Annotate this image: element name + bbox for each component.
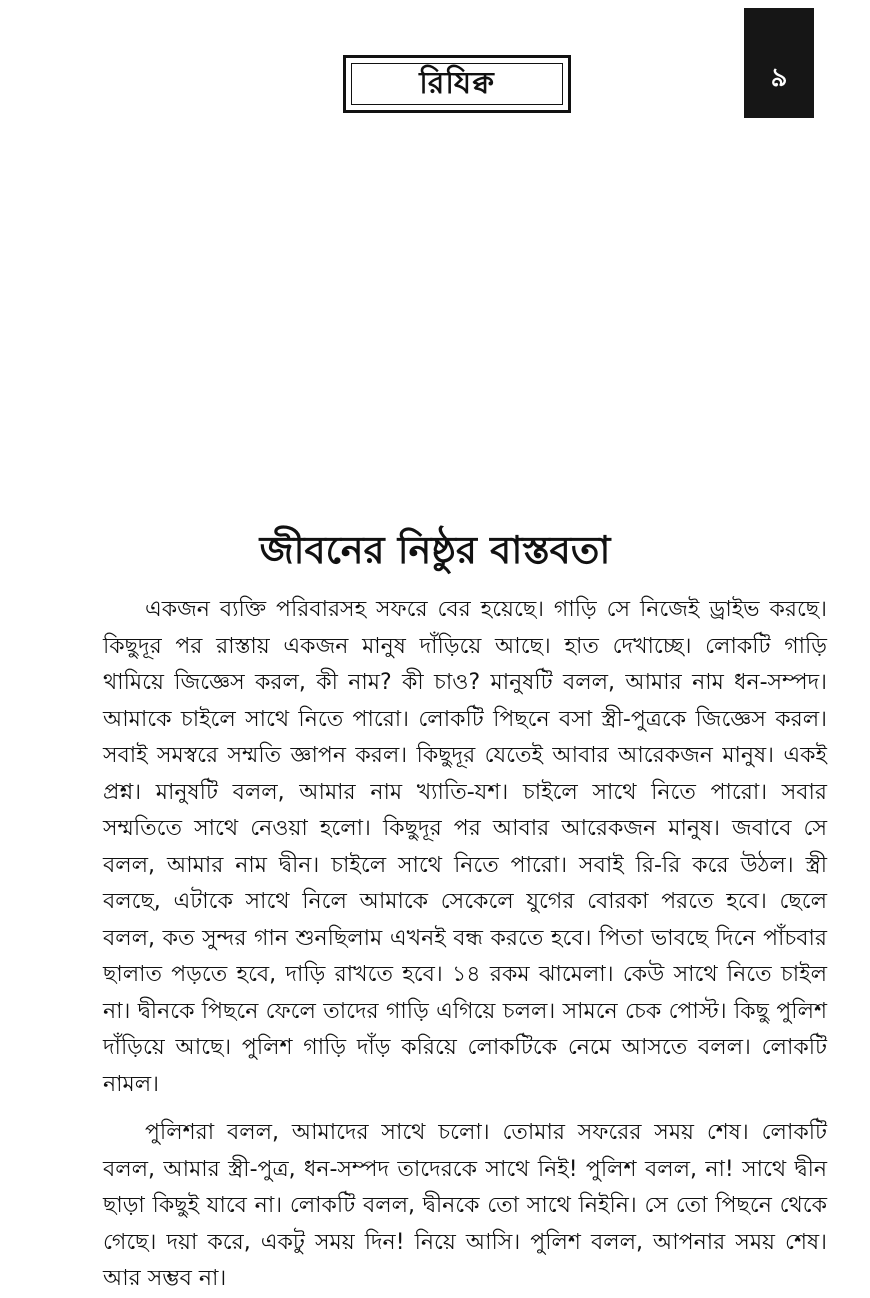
running-title: রিযিক্ব: [351, 63, 563, 105]
page-number-tab: [744, 8, 814, 118]
paragraph-2: পুলিশরা বলল, আমাদের সাথে চলো। তোমার সফরের সময় শেষ। লোকটি বলল, আমার স্ত্রী-পুত্র, ধন-সম্পদ তাদেরকে সাথে নিই! পুলিশ বলল, না! সাথে দ্বীন ছাড়া কিছুই যাবে না। লোকটি বলল, দ্বীনকে তো সাথে নিইনি। সে তো পিছনে থেকে গেছে। দয়া করে, একটু সময় দিন! নিয়ে আসি। পুলিশ বলল, আপনার সময় শেষ। আর সম্ভব না।: [103, 1120, 827, 1291]
paragraph-1: একজন ব্যক্তি পরিবারসহ সফরে বের হয়েছে। গাড়ি সে নিজেই ড্রাইভ করছে। কিছুদূর পর রাস্তায় একজন মানুষ দাঁড়িয়ে আছে। হাত দেখাচ্ছে। লোকটি গাড়ি থামিয়ে জিজ্ঞেস করল, কী নাম? কী চাও? মানুষটি বলল, আমার নাম ধন-সম্পদ। আমাকে চাইলে সাথে নিতে পারো। লোকটি পিছনে বসা স্ত্রী-পুত্রকে জিজ্ঞেস করল। সবাই সমস্বরে সম্মতি জ্ঞাপন করল। কিছুদূর যেতেই আবার আরেকজন মানুষ। একই প্রশ্ন। মানুষটি বলল, আমার নাম খ্যাতি-যশ। চাইলে সাথে নিতে পারো। সবার সম্মতিতে সাথে নেওয়া হলো। কিছুদূর পর আবার আরেকজন মানুষ। জবাবে সে বলল, আমার নাম দ্বীন। চাইলে সাথে নিতে পারো। সবাই রি-রি করে উঠল। স্ত্রী বলছে, এটাকে সাথে নিলে আমাকে সেকেলে যুগের বোরকা পরতে হবে। ছেলে বলল, কত সুন্দর গান শুনছিলাম এখনই বন্ধ করতে হবে। পিতা ভাবছে দিনে পাঁচবার ছালাত পড়তে হবে, দাড়ি রাখতে হবে। ১৪ রকম ঝামেলা। কেউ সাথে নিতে চাইল না। দ্বীনকে পিছনে ফেলে তাদের গাড়ি এগিয়ে চলল। সামনে চেক পোস্ট। কিছু পুলিশ দাঁড়িয়ে আছে। পুলিশ গাড়ি দাঁড় করিয়ে লোকটিকে নেমে আসতে বলল। লোকটি নামল।: [103, 597, 827, 1097]
chapter-title: জীবনের নিষ্ঠুর বাস্তবতা: [259, 528, 611, 572]
page-number: ৯: [770, 63, 788, 93]
page-header: [0, 0, 870, 140]
body-text: [103, 592, 827, 1298]
running-title-frame: [343, 55, 571, 113]
